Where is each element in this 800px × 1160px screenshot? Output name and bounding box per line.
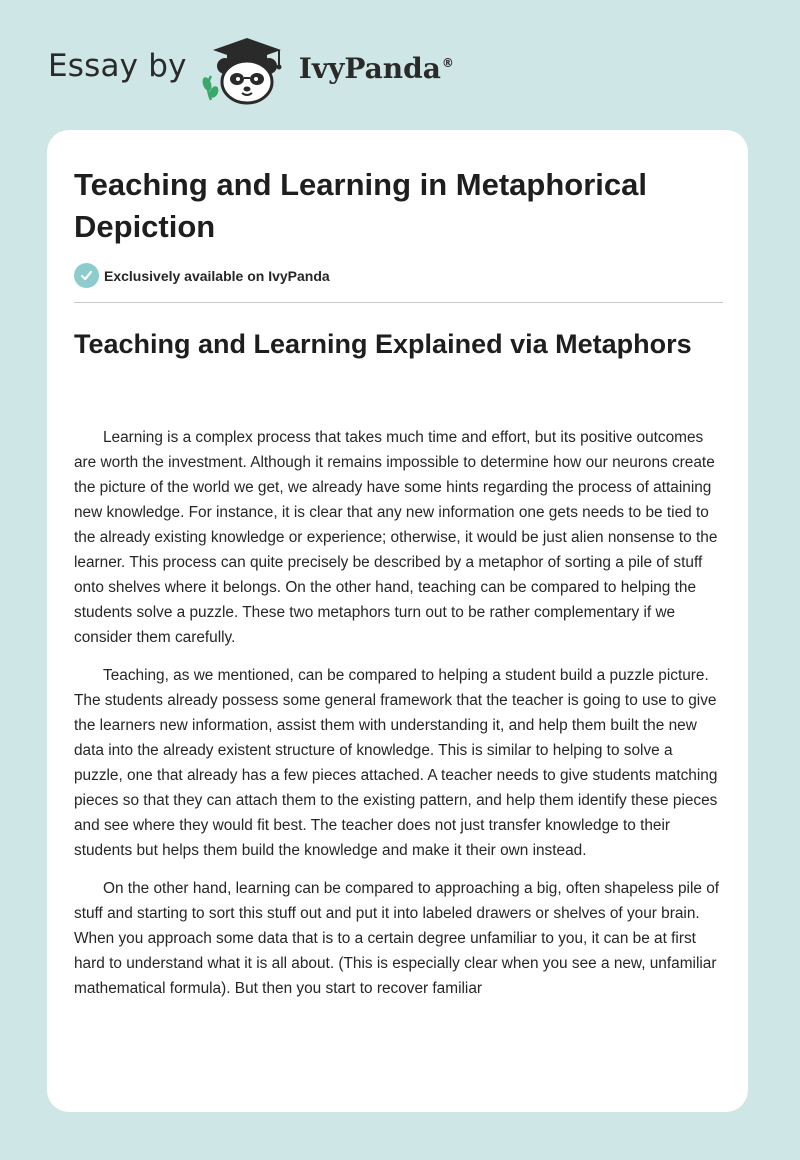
exclusive-badge [74,263,330,288]
brand-logo[interactable] [48,34,454,106]
section-heading: Teaching and Learning Explained via Metaphors [74,329,692,359]
essay-by-label: Essay by [48,48,187,84]
brand-name: IvyPanda® [298,51,454,85]
paragraph: Learning is a complex process that takes much time and effort, but its positive outcomes are worth the investment. Although it remains impossible to determine how our neurons create the picture of the world we get, we already have some hints regarding the process of attaining new knowledge. For instance, it is clear that any new information one gets needs to be tied to the already existing knowledge or experience; otherwise, it would be just alien nonsense to the learner. This process can quite precisely be described by a metaphor of sorting a pile of stuff onto shelves where it belongs. On the other hand, teaching can be compared to helping the students solve a puzzle. These two metaphors turn out to be rather complementary if we consider them carefully. [74,429,718,646]
divider [74,302,723,303]
check-icon [74,263,99,288]
paragraph: Teaching, as we mentioned, can be compared to helping a student build a puzzle picture. The students already possess some general framework that the teacher is going to use to give the learners new information, assist them with understanding it, and help them built the new data into the already existent structure of knowledge. This is similar to helping to solve a puzzle, one that already has a few pieces attached. A teacher needs to give students matching pieces so that they can attach them to the existing pattern, and help them identify these pieces and see where they would fit best. The teacher does not just transfer knowledge to their students but helps them build the knowledge and make it their own instead. [74,667,718,859]
panda-graduate-icon [201,34,293,106]
registered-mark: ® [441,56,454,71]
essay-card [47,130,748,1112]
page-title: Teaching and Learning in Metaphorical Depiction [74,167,648,244]
essay-body [74,425,723,1014]
badge-label: Exclusively available on IvyPanda [104,267,330,284]
paragraph: On the other hand, learning can be compared to approaching a big, often shapeless pile of stuff and starting to sort this stuff out and put it into labeled drawers or shelves of your brain. When you approach some data that is to a certain degree unfamiliar to you, it can be at first hard to understand what it is all about. (This is especially clear when you see a new, unfamiliar mathematical formula). But then you start to recover familiar [74,880,720,997]
site-header [0,0,800,130]
